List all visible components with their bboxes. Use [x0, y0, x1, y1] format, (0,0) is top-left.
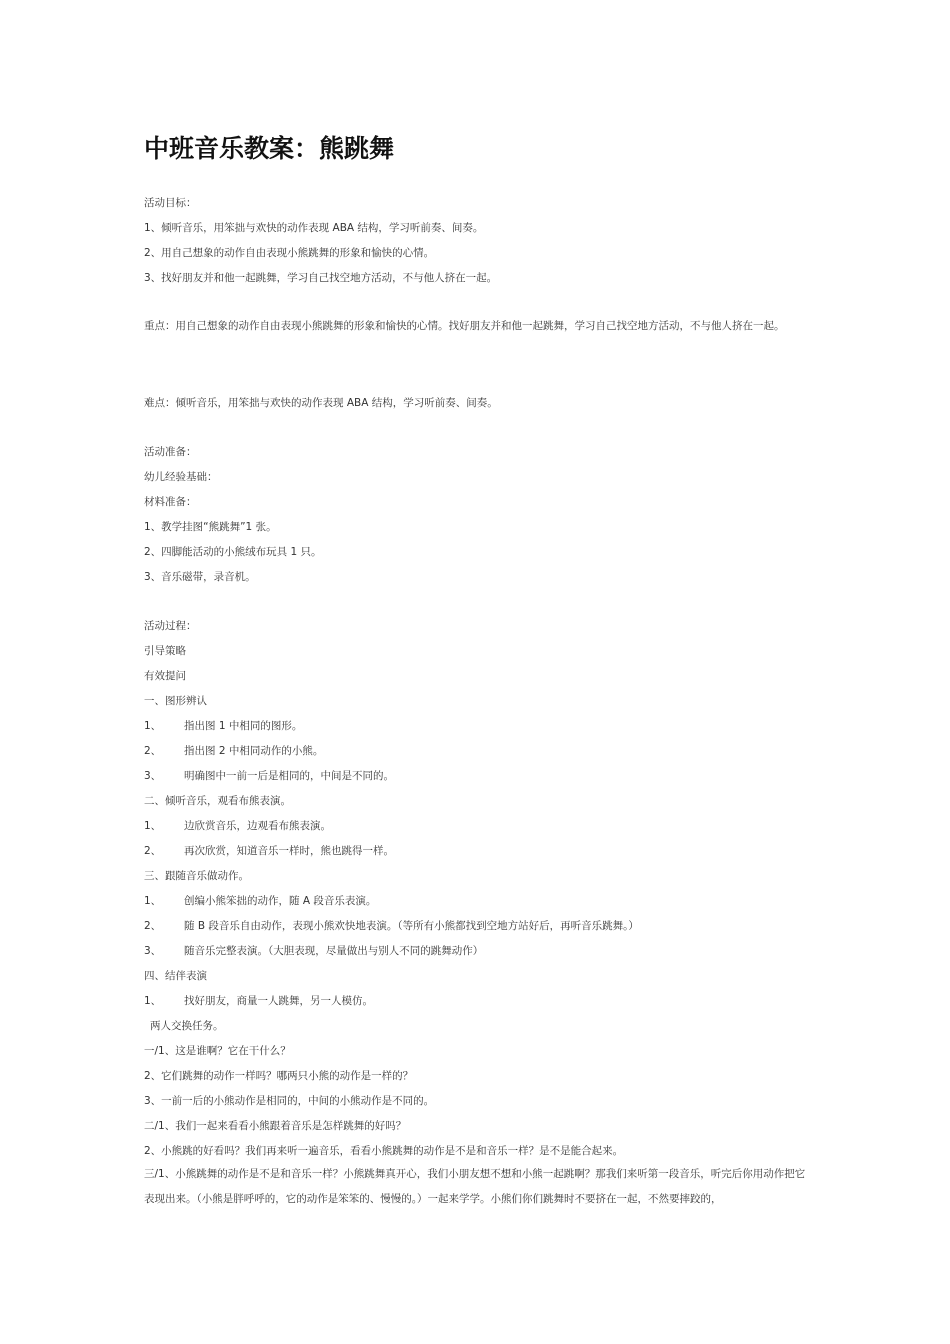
list-item-number: 3、	[144, 770, 162, 782]
list-item-text: 随音乐完整表演。（大胆表现，尽量做出与别人不同的跳舞动作）	[184, 945, 484, 957]
goal-item-1: 1、倾听音乐，用笨拙与欢快的动作表现 ABA 结构，学习听前奏、间奏。	[144, 222, 484, 234]
list-item	[144, 994, 373, 1008]
list-item-number: 1、	[144, 720, 162, 732]
list-item-number: 3、	[144, 945, 162, 957]
list-item	[144, 844, 394, 858]
list-item	[144, 744, 323, 758]
section2-heading: 二、倾听音乐，观看布熊表演。	[144, 795, 291, 807]
list-item-text: 再次欣赏，知道音乐一样时，熊也跳得一样。	[184, 845, 394, 857]
strategy-label: 引导策略	[144, 645, 186, 657]
page-title: 中班音乐教案：熊跳舞	[144, 134, 395, 163]
section1-heading: 一、图形辨认	[144, 695, 207, 707]
list-item-number: 1、	[144, 995, 162, 1007]
section3-heading: 三、跟随音乐做动作。	[144, 870, 249, 882]
list-item	[144, 919, 639, 933]
preparation-heading: 活动准备：	[144, 446, 197, 458]
questions-label: 有效提问	[144, 670, 186, 682]
document-page	[144, 0, 814, 1344]
list-item-text: 边欣赏音乐，边观看布熊表演。	[184, 820, 331, 832]
materials-heading: 材料准备：	[144, 496, 197, 508]
question-line-2: 2、它们跳舞的动作一样吗？哪两只小熊的动作是一样的？	[144, 1070, 414, 1082]
list-item-number: 2、	[144, 845, 162, 857]
list-item	[144, 719, 302, 733]
section4-heading: 四、结伴表演	[144, 970, 207, 982]
material-item-2: 2、四脚能活动的小熊绒布玩具 1 只。	[144, 546, 322, 558]
goals-heading: 活动目标：	[144, 197, 197, 209]
goal-item-2: 2、用自己想象的动作自由表现小熊跳舞的形象和愉快的心情。	[144, 247, 435, 259]
swap-task-line: 两人交换任务。	[150, 1020, 224, 1032]
list-item-number: 2、	[144, 920, 162, 932]
experience-label: 幼儿经验基础：	[144, 471, 218, 483]
material-item-1: 1、教学挂图“熊跳舞”1 张。	[144, 521, 277, 533]
list-item	[144, 944, 483, 958]
list-item	[144, 894, 376, 908]
question-paragraph: 三/1、小熊跳舞的动作是不是和音乐一样？小熊跳舞真开心，我们小朋友想不想和小熊一起跳啊？那我们来听第一段音乐，听完后你用动作把它表现出来。（小熊是胖呼呼的，它的动作是笨笨的、慢慢的。）一起来学学。小熊们你们跳舞时不要挤在一起，不然要摔跤的，	[144, 1168, 806, 1205]
question-line-4: 二/1、我们一起来看看小熊跟着音乐是怎样跳舞的好吗？	[144, 1120, 407, 1132]
question-line-1: 一/1、这是谁啊？它在干什么？	[144, 1045, 291, 1057]
list-item-text: 明确图中一前一后是相同的，中间是不同的。	[184, 770, 394, 782]
list-item-text: 指出图 2 中相同动作的小熊。	[184, 745, 324, 757]
list-item-text: 指出图 1 中相同的图形。	[184, 720, 303, 732]
question-line-5: 2、小熊跳的好看吗？我们再来听一遍音乐，看看小熊跳舞的动作是不是和音乐一样？是不是能合起来。	[144, 1145, 624, 1157]
difficulty-paragraph: 难点：倾听音乐，用笨拙与欢快的动作表现 ABA 结构，学习听前奏、间奏。	[144, 397, 498, 409]
list-item-number: 2、	[144, 745, 162, 757]
process-heading: 活动过程：	[144, 620, 197, 632]
list-item	[144, 819, 331, 833]
list-item-text: 创编小熊笨拙的动作，随 A 段音乐表演。	[184, 895, 377, 907]
material-item-3: 3、音乐磁带，录音机。	[144, 571, 256, 583]
list-item	[144, 769, 394, 783]
list-item-number: 1、	[144, 895, 162, 907]
list-item-text: 找好朋友，商量一人跳舞，另一人模仿。	[184, 995, 373, 1007]
goal-item-3: 3、找好朋友并和他一起跳舞，学习自己找空地方活动，不与他人挤在一起。	[144, 272, 498, 284]
question-line-3: 3、一前一后的小熊动作是相同的，中间的小熊动作是不同的。	[144, 1095, 435, 1107]
list-item-text: 随 B 段音乐自由动作，表现小熊欢快地表演。（等所有小熊都找到空地方站好后，再听音乐跳舞。）	[184, 920, 639, 932]
key-point-paragraph: 重点：用自己想象的动作自由表现小熊跳舞的形象和愉快的心情。找好朋友并和他一起跳舞，学习自己找空地方活动，不与他人挤在一起。	[144, 320, 785, 332]
list-item-number: 1、	[144, 820, 162, 832]
